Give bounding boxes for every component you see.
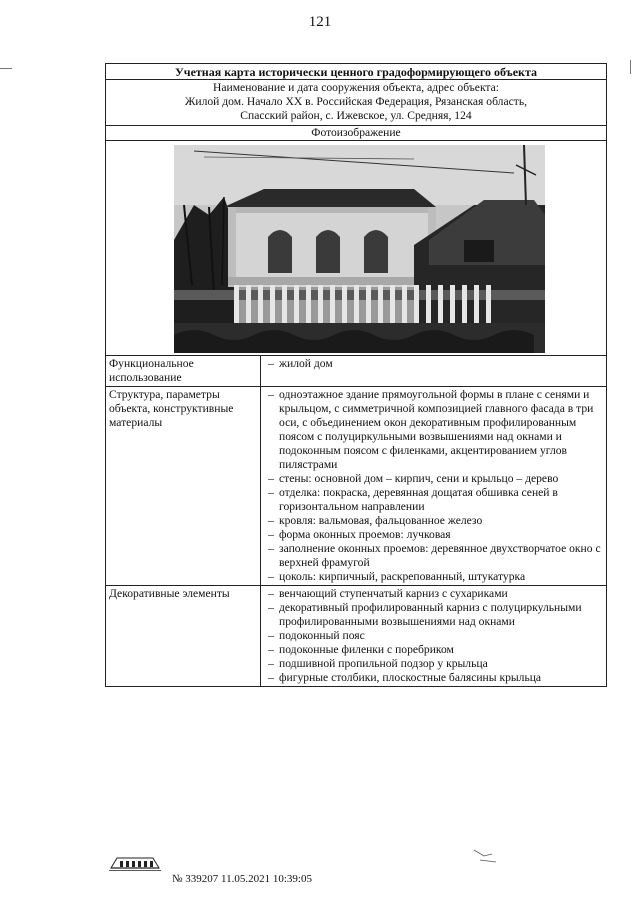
list-item: – венчающий ступенчатый карниз с сухариками [268, 587, 508, 600]
list-item: – жилой дом [268, 357, 333, 370]
row-values [261, 586, 607, 687]
photo-label: Фотоизображение [106, 126, 607, 141]
object-name-line: Жилой дом. Начало XX в. Российская Федерация, Рязанская область, [185, 95, 528, 108]
registry-logo [107, 852, 163, 872]
list-item: – декоративный профилированный карниз с полуциркульными профилированными возвышениями над окнами [268, 601, 582, 628]
house-photo [174, 145, 545, 353]
scan-edge-mark [0, 68, 12, 69]
house-photo-image [174, 145, 545, 353]
row-values [261, 356, 607, 387]
object-name-cell [106, 80, 607, 126]
list-item: – заполнение оконных проемов: деревянное двухстворчатое окно с верхней фрамугой [268, 542, 601, 569]
scan-scribble-mark [472, 846, 502, 866]
card-title: Учетная карта исторически ценного градоформирующего объекта [106, 64, 607, 80]
row-label: Функциональное использование [106, 356, 261, 387]
record-card [105, 63, 606, 687]
list-item: – подоконные филенки с поребриком [268, 643, 454, 656]
row-label: Структура, параметры объекта, конструктивные материалы [106, 387, 261, 586]
row-values [261, 387, 607, 586]
photo-cell [106, 141, 607, 356]
list-item: – отделка: покраска, деревянная дощатая обшивка сеней в горизонтальном направлении [268, 486, 558, 513]
list-item: – фигурные столбики, плоскостные балясины крыльца [268, 671, 542, 684]
record-card-table [105, 63, 607, 687]
row-structure [106, 387, 607, 586]
list-item: – подшивной пропильной подзор у крыльца [268, 657, 488, 670]
object-name-label: Наименование и дата сооружения объекта, адрес объекта: [213, 81, 499, 94]
list-item: – стены: основной дом – кирпич, сени и крыльцо – дерево [268, 472, 559, 485]
registration-stamp: № 339207 11.05.2021 10:39:05 [172, 873, 312, 885]
page-number: 121 [308, 14, 332, 30]
list-item: – кровля: вальмовая, фальцованное железо [268, 514, 483, 527]
list-item: – одноэтажное здание прямоугольной формы в плане с сенями и крыльцом, с симметричной композицией главного фасада в три оси, с объединением окон декоративным профилированным поясом с полуциркульными возвышениями над окнами и подоконным поясом с филенками, акцентированием углов пилястрами [268, 388, 594, 471]
scan-edge-mark [630, 60, 631, 74]
list-item: – подоконный пояс [268, 629, 365, 642]
row-label: Декоративные элементы [106, 586, 261, 687]
row-function [106, 356, 607, 387]
row-decor [106, 586, 607, 687]
list-item: – форма оконных проемов: лучковая [268, 528, 451, 541]
list-item: – цоколь: кирпичный, раскрепованный, штукатурка [268, 570, 526, 583]
object-address-line: Спасский район, с. Ижевское, ул. Средняя, 124 [240, 109, 472, 122]
